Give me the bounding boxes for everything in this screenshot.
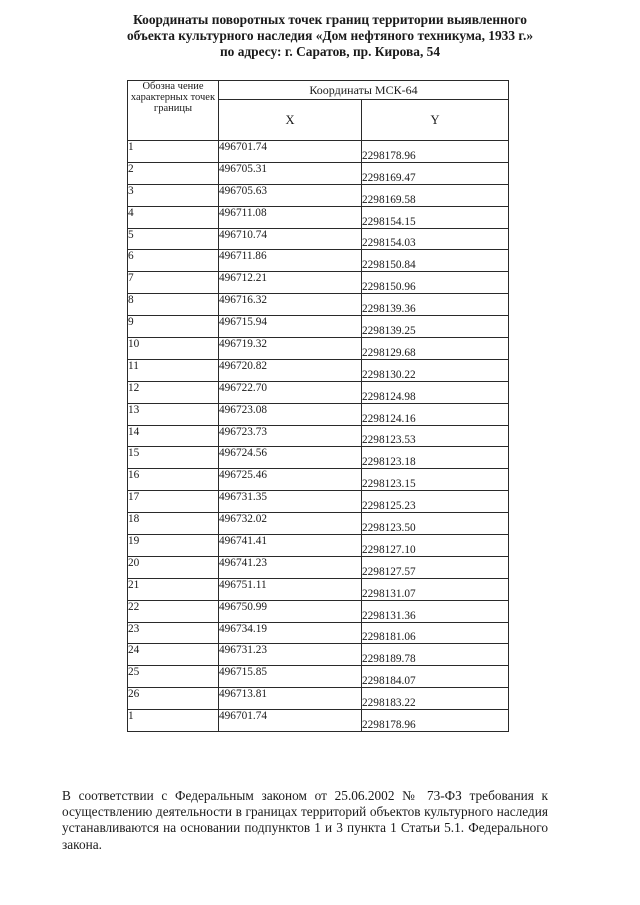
table-row xyxy=(128,710,509,732)
y-value: 2298127.57 xyxy=(362,556,509,578)
point-number: 11 xyxy=(128,359,219,381)
x-value: 496751.11 xyxy=(219,578,362,600)
title-line: Координаты поворотных точек границ территории выявленного xyxy=(133,12,527,27)
point-number: 25 xyxy=(128,666,219,688)
point-number: 13 xyxy=(128,403,219,425)
y-value: 2298150.96 xyxy=(362,272,509,294)
point-number: 6 xyxy=(128,250,219,272)
title-line: объекта культурного наследия «Дом нефтяного техникума, 1933 г.» xyxy=(126,28,534,43)
y-value: 2298169.58 xyxy=(362,184,509,206)
x-value: 496723.73 xyxy=(219,425,362,447)
point-number: 3 xyxy=(128,184,219,206)
header-y: Y xyxy=(362,100,509,141)
table-row xyxy=(128,535,509,557)
table-row xyxy=(128,447,509,469)
y-value: 2298189.78 xyxy=(362,644,509,666)
x-value: 496741.23 xyxy=(219,556,362,578)
x-value: 496705.31 xyxy=(219,162,362,184)
point-number: 22 xyxy=(128,600,219,622)
table-row xyxy=(128,688,509,710)
x-value: 496716.32 xyxy=(219,294,362,316)
y-value: 2298183.22 xyxy=(362,688,509,710)
x-value: 496741.41 xyxy=(219,535,362,557)
x-value: 496713.81 xyxy=(219,688,362,710)
table-row xyxy=(128,316,509,338)
y-value: 2298131.36 xyxy=(362,600,509,622)
x-value: 496720.82 xyxy=(219,359,362,381)
point-number: 26 xyxy=(128,688,219,710)
x-value: 496705.63 xyxy=(219,184,362,206)
x-value: 496710.74 xyxy=(219,228,362,250)
point-number: 24 xyxy=(128,644,219,666)
y-value: 2298154.15 xyxy=(362,206,509,228)
y-value: 2298181.06 xyxy=(362,622,509,644)
header-coordinate-system: Координаты МСК-64 xyxy=(219,81,509,100)
x-value: 496731.35 xyxy=(219,491,362,513)
x-value: 496725.46 xyxy=(219,469,362,491)
y-value: 2298129.68 xyxy=(362,338,509,360)
y-value: 2298123.18 xyxy=(362,447,509,469)
point-number: 16 xyxy=(128,469,219,491)
y-value: 2298127.10 xyxy=(362,535,509,557)
y-value: 2298125.23 xyxy=(362,491,509,513)
x-value: 496750.99 xyxy=(219,600,362,622)
table-row xyxy=(128,162,509,184)
x-value: 496715.85 xyxy=(219,666,362,688)
point-number: 2 xyxy=(128,162,219,184)
point-number: 1 xyxy=(128,141,219,163)
y-value: 2298123.50 xyxy=(362,513,509,535)
y-value: 2298150.84 xyxy=(362,250,509,272)
x-value: 496731.23 xyxy=(219,644,362,666)
x-value: 496719.32 xyxy=(219,338,362,360)
table-row xyxy=(128,644,509,666)
x-value: 496722.70 xyxy=(219,381,362,403)
point-number: 4 xyxy=(128,206,219,228)
table-row xyxy=(128,403,509,425)
point-number: 8 xyxy=(128,294,219,316)
point-number: 15 xyxy=(128,447,219,469)
coordinates-table xyxy=(127,80,509,732)
y-value: 2298139.25 xyxy=(362,316,509,338)
x-value: 496723.08 xyxy=(219,403,362,425)
table-row xyxy=(128,666,509,688)
point-number: 23 xyxy=(128,622,219,644)
y-value: 2298139.36 xyxy=(362,294,509,316)
table-row xyxy=(128,294,509,316)
paragraph-text: В соответствии с Федеральным законом от 25.06.2002 № 73-ФЗ требования к осуществлению деятельности в границах территорий объектов культурного наследия устанавливаются на основании подпунктов 1 и 3 пункта 1 Статьи 5.1. Федерального закона. xyxy=(62,788,548,852)
y-value: 2298124.16 xyxy=(362,403,509,425)
header-x: X xyxy=(219,100,362,141)
y-value: 2298123.53 xyxy=(362,425,509,447)
point-number: 10 xyxy=(128,338,219,360)
point-number: 19 xyxy=(128,535,219,557)
point-number: 1 xyxy=(128,710,219,732)
table-row xyxy=(128,250,509,272)
x-value: 496712.21 xyxy=(219,272,362,294)
table-row xyxy=(128,513,509,535)
point-number: 17 xyxy=(128,491,219,513)
y-value: 2298130.22 xyxy=(362,359,509,381)
table-row xyxy=(128,425,509,447)
x-value: 496711.86 xyxy=(219,250,362,272)
y-value: 2298178.96 xyxy=(362,710,509,732)
x-value: 496701.74 xyxy=(219,141,362,163)
point-number: 21 xyxy=(128,578,219,600)
y-value: 2298131.07 xyxy=(362,578,509,600)
table-row xyxy=(128,622,509,644)
header-point-label: Обозна чение характерных точек границы xyxy=(128,81,219,141)
point-number: 14 xyxy=(128,425,219,447)
x-value: 496715.94 xyxy=(219,316,362,338)
legal-paragraph xyxy=(62,788,548,853)
x-value: 496734.19 xyxy=(219,622,362,644)
x-value: 496701.74 xyxy=(219,710,362,732)
table-row xyxy=(128,228,509,250)
table-row xyxy=(128,141,509,163)
point-number: 9 xyxy=(128,316,219,338)
y-value: 2298178.96 xyxy=(362,141,509,163)
document-title xyxy=(60,12,600,60)
point-number: 12 xyxy=(128,381,219,403)
y-value: 2298184.07 xyxy=(362,666,509,688)
table-row xyxy=(128,578,509,600)
title-line: по адресу: г. Саратов, пр. Кирова, 54 xyxy=(219,44,441,59)
table-row xyxy=(128,206,509,228)
point-number: 7 xyxy=(128,272,219,294)
table-row xyxy=(128,469,509,491)
table-row xyxy=(128,359,509,381)
table-row xyxy=(128,491,509,513)
table-row xyxy=(128,600,509,622)
y-value: 2298169.47 xyxy=(362,162,509,184)
table-row xyxy=(128,556,509,578)
point-number: 20 xyxy=(128,556,219,578)
point-number: 5 xyxy=(128,228,219,250)
table-body xyxy=(128,141,509,732)
point-number: 18 xyxy=(128,513,219,535)
table-row xyxy=(128,338,509,360)
table-row xyxy=(128,381,509,403)
table-row xyxy=(128,184,509,206)
table-row xyxy=(128,272,509,294)
y-value: 2298123.15 xyxy=(362,469,509,491)
x-value: 496732.02 xyxy=(219,513,362,535)
y-value: 2298154.03 xyxy=(362,228,509,250)
x-value: 496724.56 xyxy=(219,447,362,469)
x-value: 496711.08 xyxy=(219,206,362,228)
y-value: 2298124.98 xyxy=(362,381,509,403)
